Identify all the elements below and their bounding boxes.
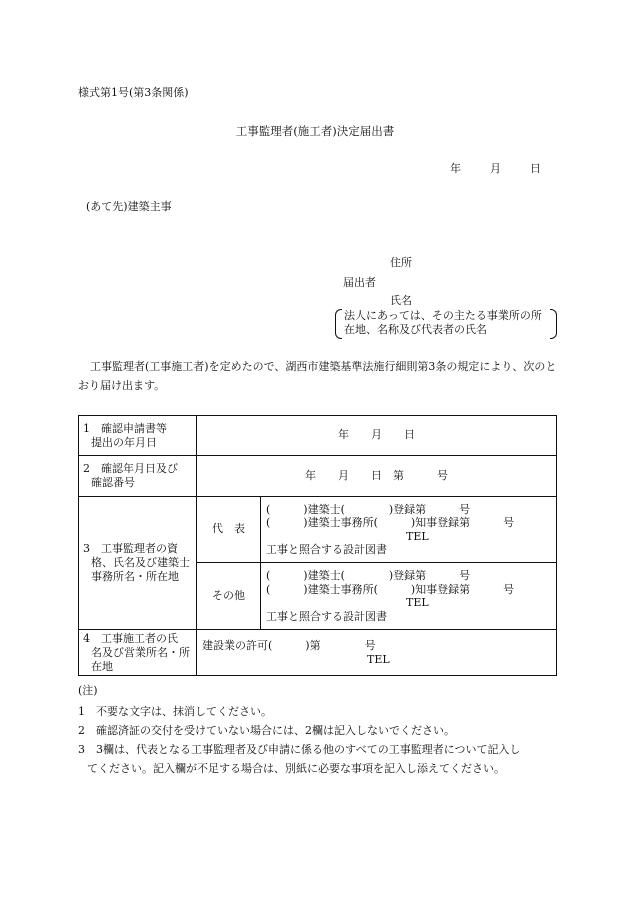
address-label: 住所 [390, 256, 412, 269]
date-line [450, 162, 541, 176]
label-line: 1 確認申請書等 [83, 421, 167, 435]
label-line: 格、氏名及び建築士 [91, 556, 190, 569]
representative-details-field[interactable] [261, 497, 557, 563]
document-title: 工事監理者(施工者)決定届出書 [235, 124, 395, 138]
architect-line: ( )建築士( )登録第 号 [266, 569, 471, 582]
contractor-details-field[interactable] [197, 630, 557, 676]
other-label: その他 [197, 563, 261, 630]
confirmation-date-number-field[interactable]: 年 月 日 第 号 [197, 456, 557, 497]
form-table [78, 415, 557, 676]
notes-heading: (注) [78, 684, 98, 697]
form-reference: 様式第1号(第3条関係) [78, 86, 189, 99]
row4-label [79, 630, 197, 676]
corporation-note-text [344, 309, 542, 337]
architect-line: ( )建築士( )登録第 号 [266, 502, 471, 516]
note-text: 3欄は、代表となる工事監理者及び申請に係る他のすべての工事監理者について記入し [96, 743, 521, 756]
label-line: 在地 [91, 659, 113, 673]
label-line: 提出の年月日 [91, 435, 157, 449]
body-text: 工事監理者(工事施工者)を定めたので、湖西市建築基準法施行細則第3条の規定により、次のとおり届け出ます。 [78, 360, 557, 392]
note-continuation: てください。記入欄が不足する場合は、別紙に必要な事項を記入し添えてください。 [87, 762, 505, 775]
label-line: 3 工事監理者の資 [83, 542, 178, 555]
corp-note-line: 法人にあっては、その主たる事業所の所 [344, 309, 542, 322]
note-text: 確認済証の交付を受けていない場合には、2欄は記入しないでください。 [96, 724, 455, 737]
label-line: 事務所名・所在地 [91, 570, 179, 583]
left-bracket [335, 309, 342, 339]
label-line: 確認番号 [91, 476, 135, 489]
representative-label: 代 表 [197, 497, 261, 563]
row2-label [79, 456, 197, 497]
name-label: 氏名 [390, 294, 412, 307]
table-row [79, 416, 557, 456]
submission-date-field[interactable]: 年 月 日 [197, 416, 557, 456]
row3-label [79, 497, 197, 630]
date-year: 年 [450, 162, 461, 175]
office-line: ( )建築士事務所( )知事登録第 号 [266, 582, 515, 596]
row1-label [79, 416, 197, 456]
tel-label: TEL [367, 652, 390, 666]
notifier-label: 届出者 [343, 276, 376, 289]
date-day: 日 [530, 162, 541, 175]
table-row [79, 456, 557, 497]
corporation-note [335, 309, 557, 339]
label-line: 4 工事施工者の氏 [83, 631, 178, 645]
tel-label: TEL [406, 529, 429, 543]
note-number: 2 [78, 724, 85, 737]
permit-line: 建設業の許可( )第 号 [202, 639, 376, 652]
addressee: (あて先)建築主事 [86, 200, 172, 213]
table-row [79, 630, 557, 676]
label-line: 2 確認年月日及び [83, 462, 178, 475]
note-item [78, 740, 568, 759]
notes-list [78, 702, 568, 778]
note-item [78, 721, 568, 740]
other-details-field[interactable] [261, 563, 557, 630]
right-bracket [550, 309, 557, 339]
note-text: 不要な文字は、抹消してください。 [96, 705, 272, 718]
drawings-line: 工事と照合する設計図書 [266, 543, 387, 556]
table-row [79, 497, 557, 563]
date-month: 月 [490, 162, 501, 175]
note-item [78, 702, 568, 721]
corp-note-line: 在地、名称及び代表者の氏名 [344, 323, 487, 336]
drawings-line: 工事と照合する設計図書 [266, 609, 387, 623]
office-line: ( )建築士事務所( )知事登録第 号 [266, 516, 515, 529]
label-line: 名及び営業所名・所 [91, 645, 190, 659]
note-number: 3 [78, 743, 85, 756]
tel-label: TEL [406, 596, 429, 609]
note-number: 1 [78, 705, 85, 718]
